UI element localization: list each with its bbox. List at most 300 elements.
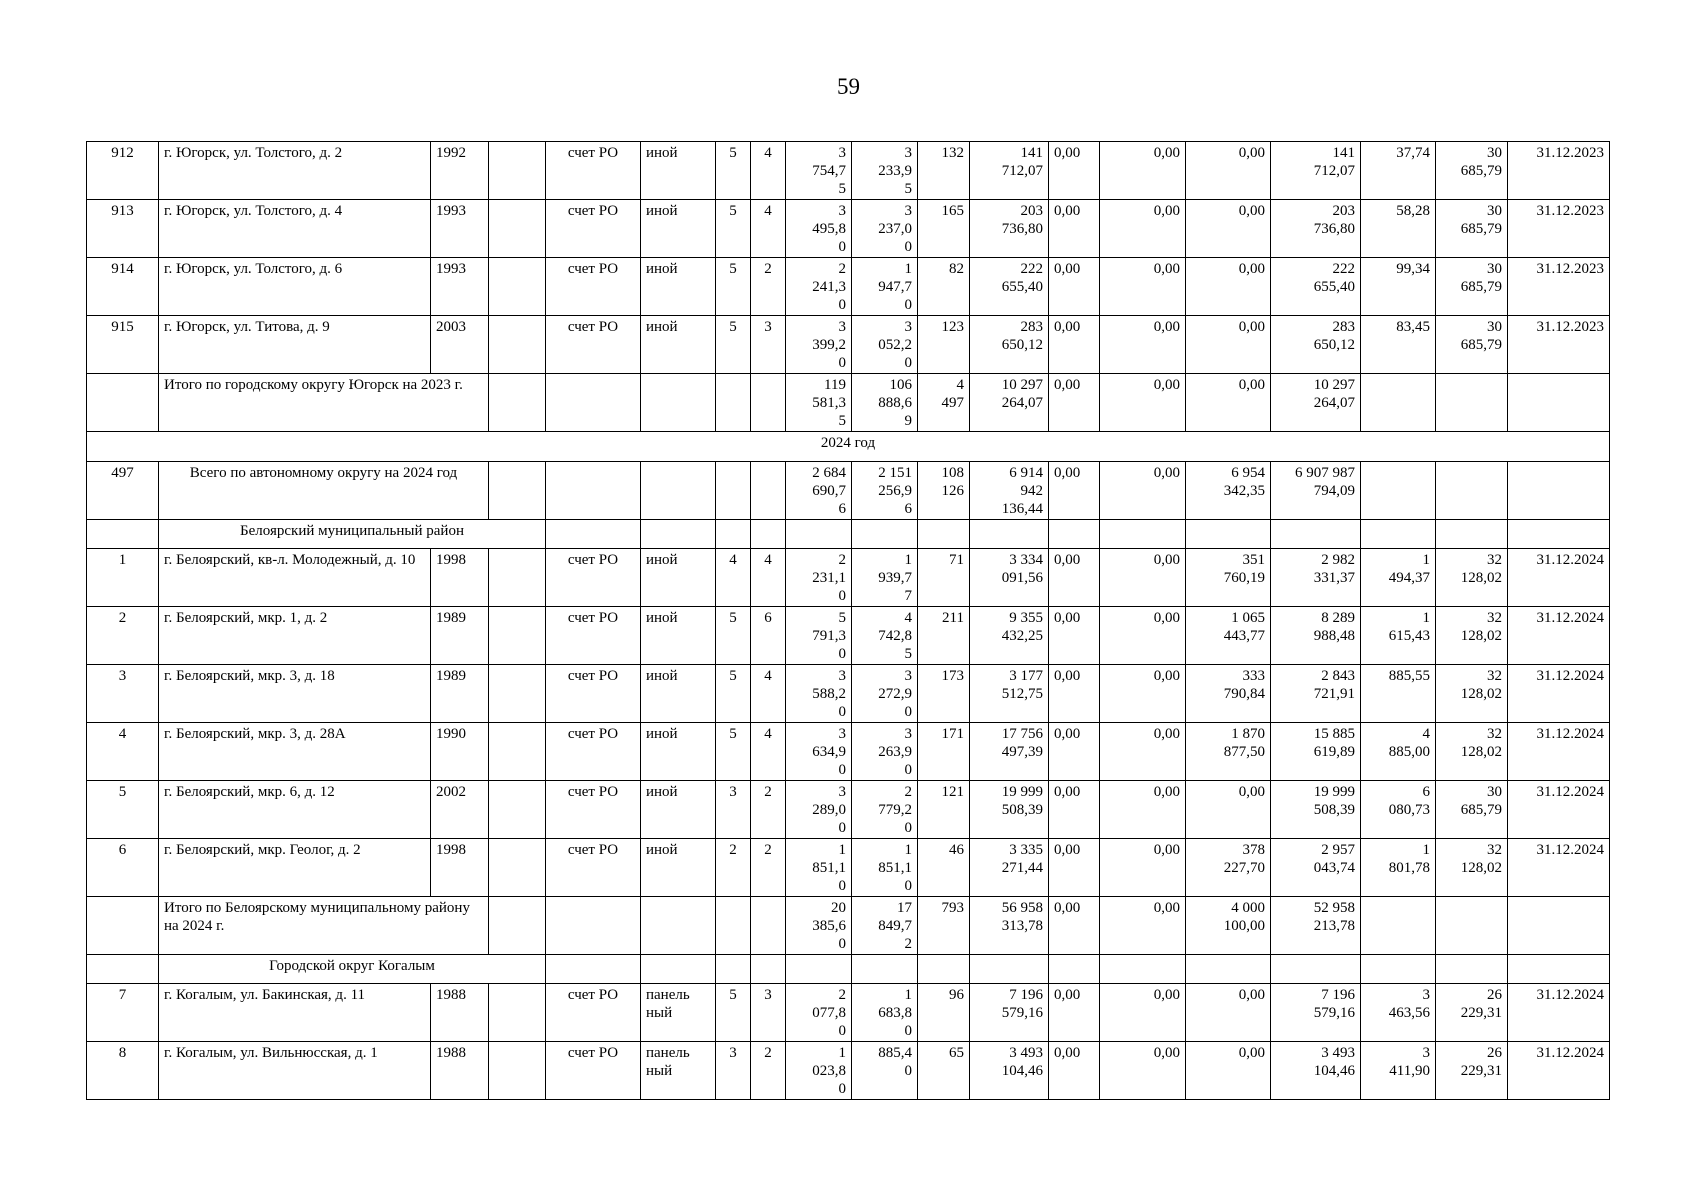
cell-entrances: 2 [751,1042,786,1100]
cell-cost_total: 17 756 497,39 [970,723,1049,781]
cell-label: Итого по Белоярскому муниципальному району на 2024 г. [159,897,489,955]
cell-null [1436,520,1508,549]
cell-c17: 99,34 [1361,258,1436,316]
cell-label: Всего по автономному округу на 2024 год [159,462,489,520]
cell-c16: 2 982 331,37 [1271,549,1361,607]
cell-floors: 5 [716,142,751,200]
cell-null [1049,520,1100,549]
cell-area_total: 2 241,3 0 [786,258,852,316]
cell-null [786,520,852,549]
cell-c16: 15 885 619,89 [1271,723,1361,781]
cell-c18: 30 685,79 [1436,316,1508,374]
cell-residents: 46 [918,839,970,897]
cell-null [716,955,751,984]
cell-cost_total: 141 712,07 [970,142,1049,200]
cell-floors: 5 [716,316,751,374]
cell-label: Итого по городскому округу Югорск на 2023 г. [159,374,489,432]
cell-source: счет РО [546,549,641,607]
cell-c15: 0,00 [1186,142,1271,200]
cell-area_living: 1 947,7 0 [852,258,918,316]
cell-area_living: 1 939,7 7 [852,549,918,607]
cell-source: счет РО [546,723,641,781]
table-row [87,258,1610,316]
cell-c13: 0,00 [1049,316,1100,374]
cell-source: счет РО [546,200,641,258]
cell-entrances: 6 [751,607,786,665]
cell-num: 2 [87,607,159,665]
cell-year: 2002 [431,781,489,839]
cell-cost_total: 222 655,40 [970,258,1049,316]
cell-null [489,462,546,520]
cell-c16: 3 493 104,46 [1271,1042,1361,1100]
cell-area_living: 2 151 256,9 6 [852,462,918,520]
cell-null [641,374,716,432]
cell-c14: 0,00 [1100,200,1186,258]
cell-c14: 0,00 [1100,258,1186,316]
cell-c13: 0,00 [1049,374,1100,432]
cell-num: 913 [87,200,159,258]
cell-area_total: 2 684 690,7 6 [786,462,852,520]
cell-residents: 96 [918,984,970,1042]
cell-address: г. Белоярский, мкр. 3, д. 18 [159,665,431,723]
table-row [87,316,1610,374]
cell-c17: 1 494,37 [1361,549,1436,607]
cell-null [751,520,786,549]
cell-address: г. Югорск, ул. Толстого, д. 2 [159,142,431,200]
cell-null [751,955,786,984]
cell-cost_total: 56 958 313,78 [970,897,1049,955]
cell-c14: 0,00 [1100,897,1186,955]
cell-source: счет РО [546,781,641,839]
cell-area_total: 3 588,2 0 [786,665,852,723]
cell-c17: 3 463,56 [1361,984,1436,1042]
cell-c13: 0,00 [1049,462,1100,520]
cell-c14: 0,00 [1100,781,1186,839]
cell-c14: 0,00 [1100,723,1186,781]
cell-area_living: 3 052,2 0 [852,316,918,374]
cell-area_total: 2 077,8 0 [786,984,852,1042]
cell-null [716,897,751,955]
cell-c16: 10 297 264,07 [1271,374,1361,432]
cell-null [716,462,751,520]
cell-area_living: 106 888,6 9 [852,374,918,432]
cell-c18: 30 685,79 [1436,142,1508,200]
cell-date: 31.12.2023 [1508,142,1610,200]
cell-residents: 108 126 [918,462,970,520]
cell-floors: 2 [716,839,751,897]
cell-area_living: 3 263,9 0 [852,723,918,781]
cell-num: 912 [87,142,159,200]
cell-null [1436,955,1508,984]
cell-c4 [489,258,546,316]
cell-c13: 0,00 [1049,897,1100,955]
cell-source: счет РО [546,1042,641,1100]
cell-c17: 885,55 [1361,665,1436,723]
cell-address: г. Югорск, ул. Толстого, д. 6 [159,258,431,316]
cell-null [1508,374,1610,432]
cell-date: 31.12.2024 [1508,839,1610,897]
cell-residents: 793 [918,897,970,955]
cell-area_total: 3 399,2 0 [786,316,852,374]
cell-area_total: 20 385,6 0 [786,897,852,955]
cell-c15: 0,00 [1186,200,1271,258]
cell-c15: 333 790,84 [1186,665,1271,723]
cell-residents: 123 [918,316,970,374]
cell-area_living: 885,4 0 [852,1042,918,1100]
cell-year: 1993 [431,200,489,258]
cell-area_total: 1 851,1 0 [786,839,852,897]
cell-null [1100,955,1186,984]
cell-null [489,897,546,955]
cell-null [1361,520,1436,549]
cell-label: 2024 год [87,432,1610,462]
cell-c14: 0,00 [1100,316,1186,374]
cell-null [1271,955,1361,984]
cell-c13: 0,00 [1049,665,1100,723]
cell-cost_total: 6 914 942 136,44 [970,462,1049,520]
cell-cost_total: 19 999 508,39 [970,781,1049,839]
cell-c14: 0,00 [1100,549,1186,607]
cell-c15: 6 954 342,35 [1186,462,1271,520]
cell-area_total: 3 754,7 5 [786,142,852,200]
cell-cost_total: 283 650,12 [970,316,1049,374]
cell-c16: 141 712,07 [1271,142,1361,200]
cell-residents: 121 [918,781,970,839]
cell-null [1436,897,1508,955]
table-row [87,839,1610,897]
cell-c16: 2 843 721,91 [1271,665,1361,723]
cell-null [1049,955,1100,984]
cell-entrances: 4 [751,723,786,781]
cell-null [641,897,716,955]
cell-entrances: 2 [751,839,786,897]
cell-residents: 173 [918,665,970,723]
cell-null [751,897,786,955]
cell-entrances: 4 [751,549,786,607]
cell-year: 1998 [431,549,489,607]
cell-c16: 19 999 508,39 [1271,781,1361,839]
cell-null [1436,462,1508,520]
cell-wall: иной [641,665,716,723]
cell-null [546,520,641,549]
cell-c14: 0,00 [1100,462,1186,520]
cell-date: 31.12.2024 [1508,984,1610,1042]
table-row [87,200,1610,258]
cell-c14: 0,00 [1100,142,1186,200]
cell-area_living: 17 849,7 2 [852,897,918,955]
cell-c13: 0,00 [1049,549,1100,607]
cell-c18: 32 128,02 [1436,549,1508,607]
cell-floors: 5 [716,200,751,258]
cell-c18: 32 128,02 [1436,839,1508,897]
cell-wall: панель ный [641,1042,716,1100]
cell-residents: 71 [918,549,970,607]
cell-null [1436,374,1508,432]
cell-source: счет РО [546,258,641,316]
table-row [87,1042,1610,1100]
cell-c14: 0,00 [1100,607,1186,665]
cell-null [1186,955,1271,984]
cell-num: 3 [87,665,159,723]
cell-c4 [489,839,546,897]
cell-null [970,520,1049,549]
cell-null [918,520,970,549]
cell-year: 1992 [431,142,489,200]
table-row [87,781,1610,839]
cell-address: г. Белоярский, мкр. 1, д. 2 [159,607,431,665]
cell-date: 31.12.2023 [1508,258,1610,316]
table-body [87,142,1610,1100]
cell-entrances: 4 [751,200,786,258]
subtotal-row [87,897,1610,955]
cell-null [1100,520,1186,549]
cell-null [852,520,918,549]
cell-num: 7 [87,984,159,1042]
cell-null [918,955,970,984]
cell-area_total: 5 791,3 0 [786,607,852,665]
cell-address: г. Когалым, ул. Бакинская, д. 11 [159,984,431,1042]
cell-wall: иной [641,607,716,665]
cell-c17: 1 801,78 [1361,839,1436,897]
cell-address: г. Югорск, ул. Титова, д. 9 [159,316,431,374]
cell-null [1361,897,1436,955]
cell-address: г. Белоярский, мкр. Геолог, д. 2 [159,839,431,897]
cell-c17: 6 080,73 [1361,781,1436,839]
cell-null [1361,955,1436,984]
cell-c18: 30 685,79 [1436,781,1508,839]
cell-c14: 0,00 [1100,665,1186,723]
cell-c14: 0,00 [1100,984,1186,1042]
cell-wall: иной [641,839,716,897]
cell-wall: панель ный [641,984,716,1042]
cell-num: 914 [87,258,159,316]
cell-area_total: 1 023,8 0 [786,1042,852,1100]
cell-area_total: 3 495,8 0 [786,200,852,258]
cell-num: 915 [87,316,159,374]
cell-num: 1 [87,549,159,607]
cell-floors: 3 [716,781,751,839]
cell-wall: иной [641,723,716,781]
cell-c13: 0,00 [1049,1042,1100,1100]
cell-c4 [489,781,546,839]
cell-c13: 0,00 [1049,839,1100,897]
cell-address: г. Белоярский, мкр. 6, д. 12 [159,781,431,839]
cell-source: счет РО [546,665,641,723]
cell-wall: иной [641,549,716,607]
cell-null [546,955,641,984]
cell-c18: 26 229,31 [1436,984,1508,1042]
cell-c18: 32 128,02 [1436,665,1508,723]
cell-c16: 8 289 988,48 [1271,607,1361,665]
cell-c16: 7 196 579,16 [1271,984,1361,1042]
cell-residents: 132 [918,142,970,200]
cell-c15: 351 760,19 [1186,549,1271,607]
cell-c15: 1 870 877,50 [1186,723,1271,781]
cell-c4 [489,200,546,258]
district-header-row [87,520,1610,549]
cell-c4 [489,142,546,200]
cell-null [87,520,159,549]
cell-area_living: 3 272,9 0 [852,665,918,723]
cell-c16: 52 958 213,78 [1271,897,1361,955]
cell-c15: 0,00 [1186,781,1271,839]
cell-date: 31.12.2023 [1508,200,1610,258]
cell-c17: 3 411,90 [1361,1042,1436,1100]
cell-null [1186,520,1271,549]
cell-area_living: 3 233,9 5 [852,142,918,200]
cell-residents: 65 [918,1042,970,1100]
cell-residents: 211 [918,607,970,665]
cell-null [852,955,918,984]
cell-null [1508,897,1610,955]
cell-null [1361,462,1436,520]
cell-null [641,520,716,549]
cell-wall: иной [641,200,716,258]
cell-cost_total: 7 196 579,16 [970,984,1049,1042]
cell-c14: 0,00 [1100,839,1186,897]
cell-residents: 165 [918,200,970,258]
cell-c17: 1 615,43 [1361,607,1436,665]
cell-source: счет РО [546,316,641,374]
district-header-row [87,955,1610,984]
cell-c13: 0,00 [1049,607,1100,665]
cell-date: 31.12.2024 [1508,781,1610,839]
cell-num: 8 [87,1042,159,1100]
cell-area_living: 1 851,1 0 [852,839,918,897]
cell-area_living: 1 683,8 0 [852,984,918,1042]
cell-c13: 0,00 [1049,984,1100,1042]
cell-wall: иной [641,142,716,200]
cell-null [546,462,641,520]
cell-null [87,374,159,432]
cell-cost_total: 9 355 432,25 [970,607,1049,665]
year-header-row [87,432,1610,462]
cell-null [546,374,641,432]
cell-floors: 5 [716,665,751,723]
cell-null [1361,374,1436,432]
cell-entrances: 3 [751,316,786,374]
cell-null [1508,462,1610,520]
cell-c13: 0,00 [1049,258,1100,316]
subtotal-row [87,374,1610,432]
cell-num: 6 [87,839,159,897]
cell-c15: 4 000 100,00 [1186,897,1271,955]
cell-c17: 37,74 [1361,142,1436,200]
cell-c15: 0,00 [1186,1042,1271,1100]
cell-c14: 0,00 [1100,1042,1186,1100]
cell-c15: 0,00 [1186,316,1271,374]
cell-num: 497 [87,462,159,520]
cell-c16: 6 907 987 794,09 [1271,462,1361,520]
cell-cost_total: 3 177 512,75 [970,665,1049,723]
cell-wall: иной [641,781,716,839]
table-row [87,142,1610,200]
cell-c15: 1 065 443,77 [1186,607,1271,665]
cell-cost_total: 203 736,80 [970,200,1049,258]
cell-area_total: 3 634,9 0 [786,723,852,781]
cell-date: 31.12.2024 [1508,665,1610,723]
cell-c16: 2 957 043,74 [1271,839,1361,897]
cell-c4 [489,665,546,723]
table-row [87,723,1610,781]
cell-null [751,374,786,432]
cell-c18: 32 128,02 [1436,723,1508,781]
cell-c16: 283 650,12 [1271,316,1361,374]
cell-date: 31.12.2023 [1508,316,1610,374]
cell-cost_total: 3 335 271,44 [970,839,1049,897]
cell-floors: 5 [716,984,751,1042]
cell-area_total: 3 289,0 0 [786,781,852,839]
cell-c15: 378 227,70 [1186,839,1271,897]
cell-c13: 0,00 [1049,781,1100,839]
cell-year: 1988 [431,984,489,1042]
cell-address: г. Когалым, ул. Вильнюсская, д. 1 [159,1042,431,1100]
cell-c13: 0,00 [1049,200,1100,258]
cell-date: 31.12.2024 [1508,549,1610,607]
cell-c13: 0,00 [1049,723,1100,781]
table-row [87,549,1610,607]
cell-floors: 5 [716,723,751,781]
cell-cost_total: 10 297 264,07 [970,374,1049,432]
cell-null [641,462,716,520]
cell-c4 [489,723,546,781]
cell-residents: 4 497 [918,374,970,432]
page-number: 59 [837,74,860,99]
cell-year: 1990 [431,723,489,781]
cell-c17: 58,28 [1361,200,1436,258]
cell-c18: 32 128,02 [1436,607,1508,665]
cell-null [546,897,641,955]
cell-c15: 0,00 [1186,258,1271,316]
cell-wall: иной [641,316,716,374]
cell-date: 31.12.2024 [1508,607,1610,665]
cell-area_total: 119 581,3 5 [786,374,852,432]
cell-null [87,897,159,955]
cell-year: 1988 [431,1042,489,1100]
cell-address: г. Белоярский, кв-л. Молодежный, д. 10 [159,549,431,607]
table-row [87,607,1610,665]
cell-area_living: 4 742,8 5 [852,607,918,665]
cell-floors: 5 [716,258,751,316]
cell-c15: 0,00 [1186,984,1271,1042]
cell-floors: 5 [716,607,751,665]
cell-c18: 30 685,79 [1436,258,1508,316]
cell-source: счет РО [546,984,641,1042]
cell-null [87,955,159,984]
cell-c18: 30 685,79 [1436,200,1508,258]
cell-area_total: 2 231,1 0 [786,549,852,607]
cell-source: счет РО [546,607,641,665]
cell-num: 5 [87,781,159,839]
grand-total-row [87,462,1610,520]
cell-null [641,955,716,984]
cell-year: 1989 [431,607,489,665]
cell-c17: 83,45 [1361,316,1436,374]
cell-address: г. Югорск, ул. Толстого, д. 4 [159,200,431,258]
cell-label: Городской округ Когалым [159,955,546,984]
cell-null [1508,520,1610,549]
cell-c4 [489,549,546,607]
housing-repair-table [86,141,1610,1100]
cell-floors: 4 [716,549,751,607]
cell-cost_total: 3 493 104,46 [970,1042,1049,1100]
cell-c13: 0,00 [1049,142,1100,200]
cell-c16: 222 655,40 [1271,258,1361,316]
cell-source: счет РО [546,142,641,200]
cell-date: 31.12.2024 [1508,1042,1610,1100]
cell-label: Белоярский муниципальный район [159,520,546,549]
cell-c14: 0,00 [1100,374,1186,432]
